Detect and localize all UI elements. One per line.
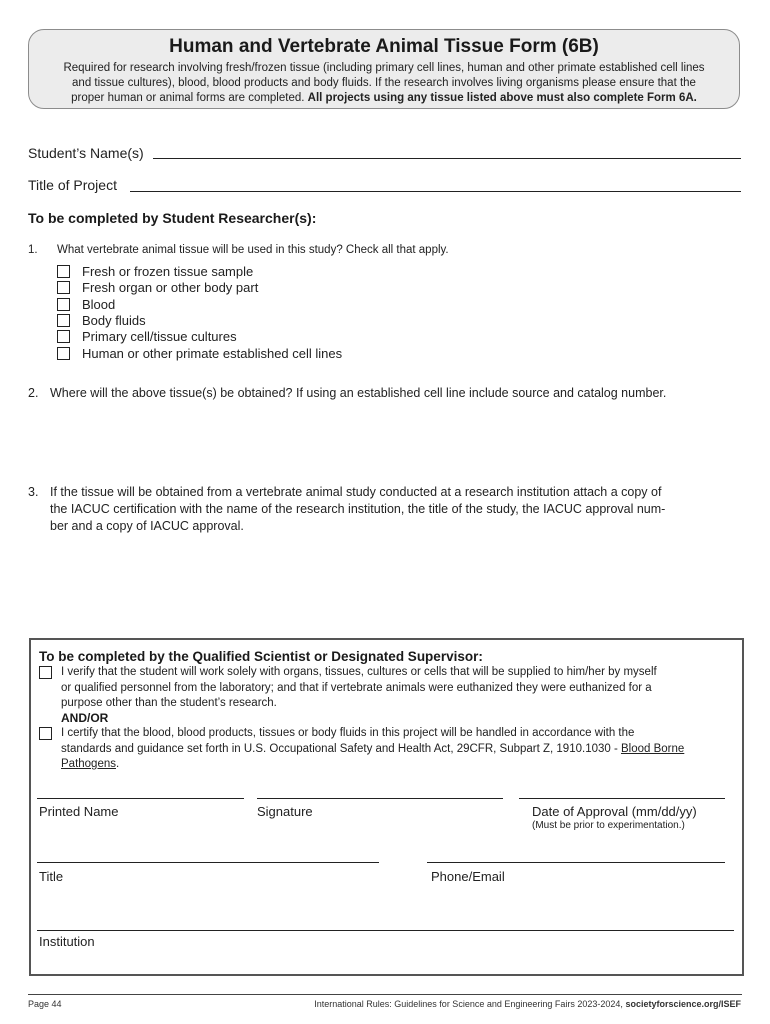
footer-divider bbox=[28, 994, 742, 995]
verify-work-line-3: purpose other than the student’s research. bbox=[61, 697, 277, 709]
phone-email-label: Phone/Email bbox=[431, 869, 505, 884]
signature-field[interactable] bbox=[257, 798, 503, 799]
phone-email-field[interactable] bbox=[427, 862, 725, 863]
page-number: Page 44 bbox=[28, 999, 62, 1009]
title-label: Title bbox=[39, 869, 64, 884]
tissue-option-label: Human or other primate established cell lines bbox=[82, 346, 343, 361]
certify-handling-end: . bbox=[116, 758, 120, 770]
certify-handling-checkbox[interactable] bbox=[39, 727, 52, 740]
blood-borne-pathogens-link[interactable]: Blood Borne bbox=[621, 742, 685, 755]
tissue-option-label: Body fluids bbox=[82, 313, 146, 328]
date-of-approval-label: Date of Approval (mm/dd/yy) bbox=[532, 804, 697, 819]
printed-name-label: Printed Name bbox=[39, 804, 119, 819]
certify-handling-line-1: I certify that the blood, blood products, tissues or body fluids in this project will be handled in accordance with the bbox=[61, 727, 635, 739]
institution-label: Institution bbox=[39, 934, 95, 949]
project-title-field[interactable] bbox=[130, 191, 741, 192]
tissue-option-checkbox[interactable] bbox=[57, 281, 70, 294]
signature-label: Signature bbox=[257, 804, 313, 819]
date-of-approval-field[interactable] bbox=[519, 798, 725, 799]
verify-work-line-2: or qualified personnel from the laboratory; and that if vertebrate animals were euthanized they were euthanized for a bbox=[61, 681, 652, 694]
verify-work-line-1: I verify that the student will work solely with organs, tissues, cultures or cells that will be supplied to him/her by myself bbox=[61, 666, 657, 678]
pathogens-link[interactable]: Pathogens bbox=[61, 758, 116, 770]
question-2-text: Where will the above tissue(s) be obtained? If using an established cell line include source and catalog number. bbox=[50, 386, 667, 400]
question-3-line-1: If the tissue will be obtained from a vertebrate animal study conducted at a research institution attach a copy of bbox=[50, 485, 662, 499]
title-field[interactable] bbox=[37, 862, 379, 863]
question-3-answer-area[interactable] bbox=[50, 540, 740, 625]
certify-handling-line-3 bbox=[61, 757, 684, 773]
question-3-line-3: ber and a copy of IACUC approval. bbox=[50, 519, 244, 533]
tissue-option-checkbox[interactable] bbox=[57, 314, 70, 327]
certify-handling-line-2-text: standards and guidance set forth in U.S. Occupational Safety and Health Act, 29CFR, Subpart Z, 1910.1030 - bbox=[61, 742, 621, 755]
question-2-number: 2. bbox=[28, 386, 39, 400]
certify-handling-text bbox=[61, 726, 684, 773]
certify-handling-line-2 bbox=[61, 742, 684, 758]
tissue-option-label: Fresh or frozen tissue sample bbox=[82, 264, 254, 279]
question-1-text: What vertebrate animal tissue will be used in this study? Check all that apply. bbox=[57, 244, 449, 256]
and-or-label: AND/OR bbox=[61, 711, 109, 725]
tissue-option-label: Primary cell/tissue cultures bbox=[82, 329, 237, 344]
intro-line-3 bbox=[28, 92, 740, 104]
intro-line-3-bold: All projects using any tissue listed above must also complete Form 6A. bbox=[307, 92, 697, 104]
date-of-approval-note: (Must be prior to experimentation.) bbox=[532, 820, 685, 831]
intro-line-3-text: proper human or animal forms are completed. bbox=[71, 92, 305, 104]
tissue-option-checkbox[interactable] bbox=[57, 330, 70, 343]
question-2-answer-area[interactable] bbox=[50, 406, 740, 476]
question-3-line-2: the IACUC certification with the name of the research institution, the title of the study, the IACUC approval num- bbox=[50, 502, 666, 516]
intro-line-1: Required for research involving fresh/frozen tissue (including primary cell lines, human and other primate established cell lines bbox=[63, 62, 705, 74]
footer-citation bbox=[300, 999, 741, 1009]
tissue-option-checkbox[interactable] bbox=[57, 298, 70, 311]
qs-section-heading: To be completed by the Qualified Scientist or Designated Supervisor: bbox=[39, 649, 483, 664]
footer-rules-text: International Rules: Guidelines for Science and Engineering Fairs 2023-2024, bbox=[314, 999, 623, 1009]
footer-site-link[interactable]: societyforscience.org/ISEF bbox=[625, 999, 741, 1009]
question-1-number: 1. bbox=[28, 244, 38, 256]
institution-field[interactable] bbox=[37, 930, 734, 931]
intro-line-2: and tissue cultures), blood, blood products and body fluids. If the research involves living organisms please ensure that the bbox=[72, 77, 696, 89]
verify-work-checkbox[interactable] bbox=[39, 666, 52, 679]
form-title: Human and Vertebrate Animal Tissue Form (6B) bbox=[169, 36, 599, 57]
tissue-option-label: Blood bbox=[82, 297, 116, 312]
question-3-number: 3. bbox=[28, 485, 39, 499]
students-name-field[interactable] bbox=[153, 158, 741, 159]
project-title-label: Title of Project bbox=[28, 177, 117, 193]
verify-work-text bbox=[61, 665, 657, 712]
tissue-option-checkbox[interactable] bbox=[57, 347, 70, 360]
tissue-option-checkbox[interactable] bbox=[57, 265, 70, 278]
printed-name-field[interactable] bbox=[37, 798, 244, 799]
student-section-heading: To be completed by Student Researcher(s): bbox=[28, 210, 317, 226]
students-name-label: Student’s Name(s) bbox=[28, 145, 144, 161]
tissue-option-label: Fresh organ or other body part bbox=[82, 280, 259, 295]
